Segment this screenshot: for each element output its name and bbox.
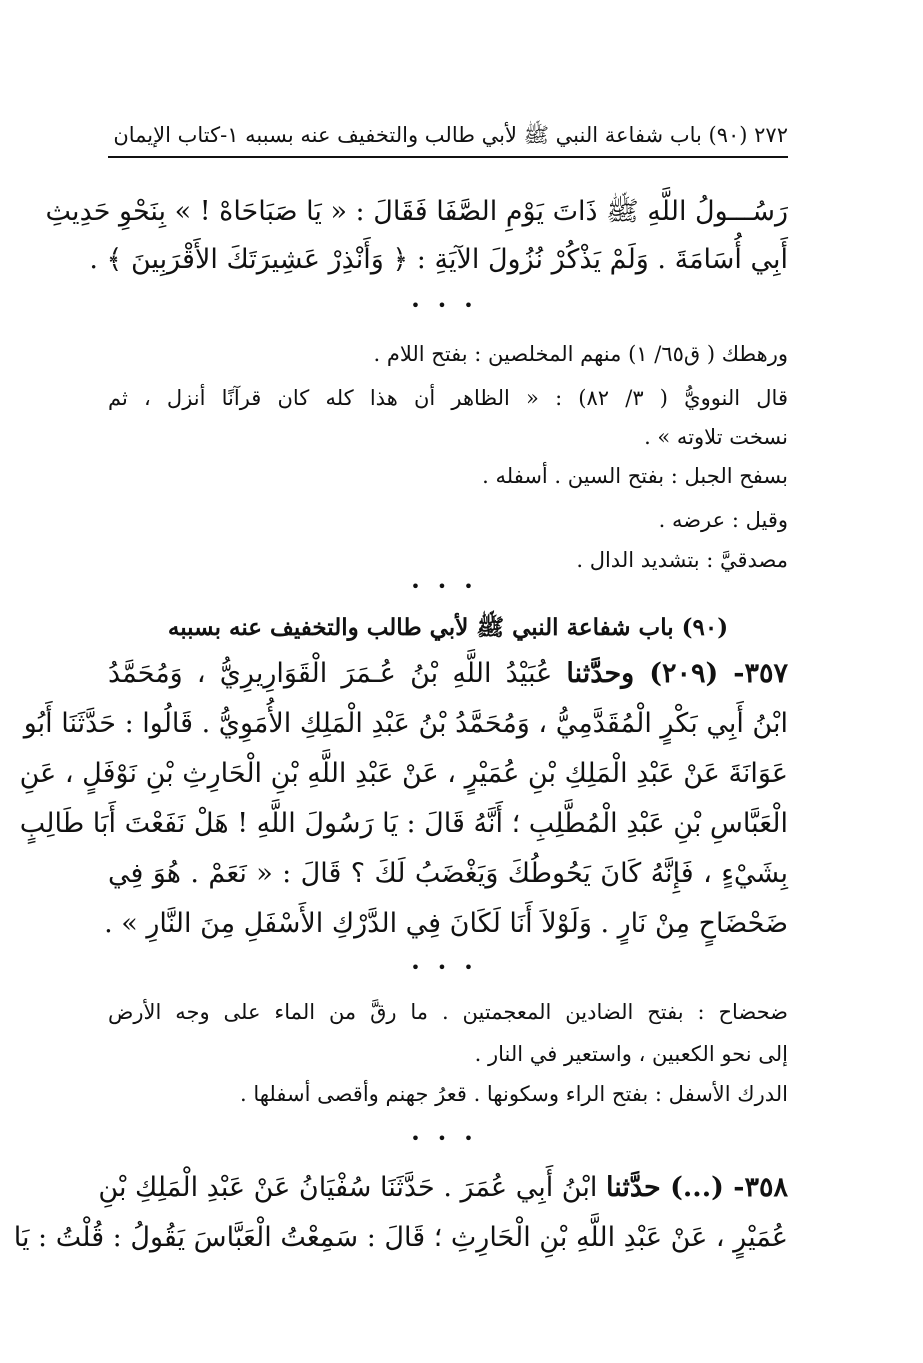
hadith-line: عُمَيْرٍ ، عَنْ عَبْدِ اللَّهِ بْنِ الْحَارِثِ ؛ قَالَ : سَمِعْتُ الْعَبَّاسَ يَقُولُ : قُلْتُ : يَا xyxy=(13,1222,788,1253)
hadith-line: الْعَبَّاسِ بْنِ عَبْدِ الْمُطَّلِبِ ؛ أَنَّهُ قَالَ : يَا رَسُولَ اللَّهِ ! هَلْ نَفَعْتَ أَبَا طَالِبٍ xyxy=(19,808,788,839)
hadith-line: ضَحْضَاحٍ مِنْ نَارٍ . وَلَوْلاَ أَنَا لَكَانَ فِي الدَّرْكِ الأَسْفَلِ مِنَ النَّارِ » . xyxy=(104,908,788,939)
section-separator: • • • xyxy=(410,577,480,596)
note-line: نسخت تلاوته » . xyxy=(644,425,788,449)
hadith-number: ٣٥٨- (...) حدَّثنا xyxy=(605,1172,788,1203)
note-line: مصدقيَّ : بتشديد الدال . xyxy=(576,548,788,572)
hadith-358-first-line xyxy=(98,1166,788,1210)
hadith-line: ابْنُ أَبِي بَكْرٍ الْمُقَدَّمِيُّ ، وَمُحَمَّدُ بْنُ عَبْدِ الْمَلِكِ الأُمَوِيُّ . قَالُوا : حَدَّثَنَا أَبُو xyxy=(23,708,788,739)
hadith-line: بِشَيْءٍ ، فَإِنَّهُ كَانَ يَحُوطُكَ وَيَغْضَبُ لَكَ ؟ قَالَ : « نَعَمْ . هُوَ فِي xyxy=(108,858,788,889)
header-chapter-title: (٩٠) باب شفاعة النبي ﷺ لأبي طالب والتخفيف عنه بسببه xyxy=(245,123,748,147)
hadith-text: ابْنُ أَبِي عُمَرَ . حَدَّثَنَا سُفْيَانُ عَنْ عَبْدِ الْمَلِكِ بْنِ xyxy=(98,1172,598,1203)
note-line: الدرك الأسفل : بفتح الراء وسكونها . قعرُ جهنم وأقصى أسفلها . xyxy=(239,1082,788,1106)
hadith-line: أَبِي أُسَامَةَ . وَلَمْ يَذْكُرْ نُزُولَ الآيَةِ : ﴿ وَأَنْذِرْ عَشِيرَتَكَ الأَقْرَبِينَ ﴾ . xyxy=(89,244,788,275)
note-line: وقيل : عرضه . xyxy=(658,508,788,532)
note-line: بسفح الجبل : بفتح السين . أسفله . xyxy=(482,464,788,488)
section-separator: • • • xyxy=(410,296,480,315)
note-line: قال النوويُّ ( ٣/ ٨٢) : « الظاهر أن هذا كله كان قرآنًا أنزل ، ثم xyxy=(108,386,788,410)
section-heading: (٩٠) باب شفاعة النبي ﷺ لأبي طالب والتخفيف عنه بسببه xyxy=(167,614,729,641)
hadith-number: ٣٥٧- (٢٠٩) وحدَّثنا xyxy=(566,658,788,689)
note-line: ضحضاح : بفتح الضادين المعجمتين . ما رقَّ من الماء على وجه الأرض xyxy=(108,1000,788,1024)
header-book-title: ١-كتاب الإيمان xyxy=(113,123,239,147)
header-rule xyxy=(108,156,788,158)
hadith-line: عَوَانَةَ عَنْ عَبْدِ الْمَلِكِ بْنِ عُمَيْرٍ ، عَنْ عَبْدِ اللَّهِ بْنِ الْحَارِثِ بْنِ نَوْفَلٍ ، عَنِ xyxy=(19,758,788,789)
section-separator: • • • xyxy=(410,1129,480,1148)
hadith-text: عُبَيْدُ اللَّهِ بْنُ عُـمَرَ الْقَوَارِيرِيُّ ، وَمُحَمَّدُ xyxy=(108,658,553,689)
note-line: إلى نحو الكعبين ، واستعير في النار . xyxy=(474,1042,788,1066)
running-header xyxy=(108,120,788,150)
hadith-line: رَسُـــولُ اللَّهِ ﷺ ذَاتَ يَوْمِ الصَّفَا فَقَالَ : « يَا صَبَاحَاهْ ! » بِنَحْوِ حَدِيثِ xyxy=(45,196,788,227)
note-line: ورهطك ( ق٦٥/ ١) منهم المخلصين : بفتح اللام . xyxy=(373,342,788,366)
page-number: ٢٧٢ xyxy=(754,123,788,147)
section-separator: • • • xyxy=(410,958,480,977)
hadith-357-first-line xyxy=(108,652,788,696)
